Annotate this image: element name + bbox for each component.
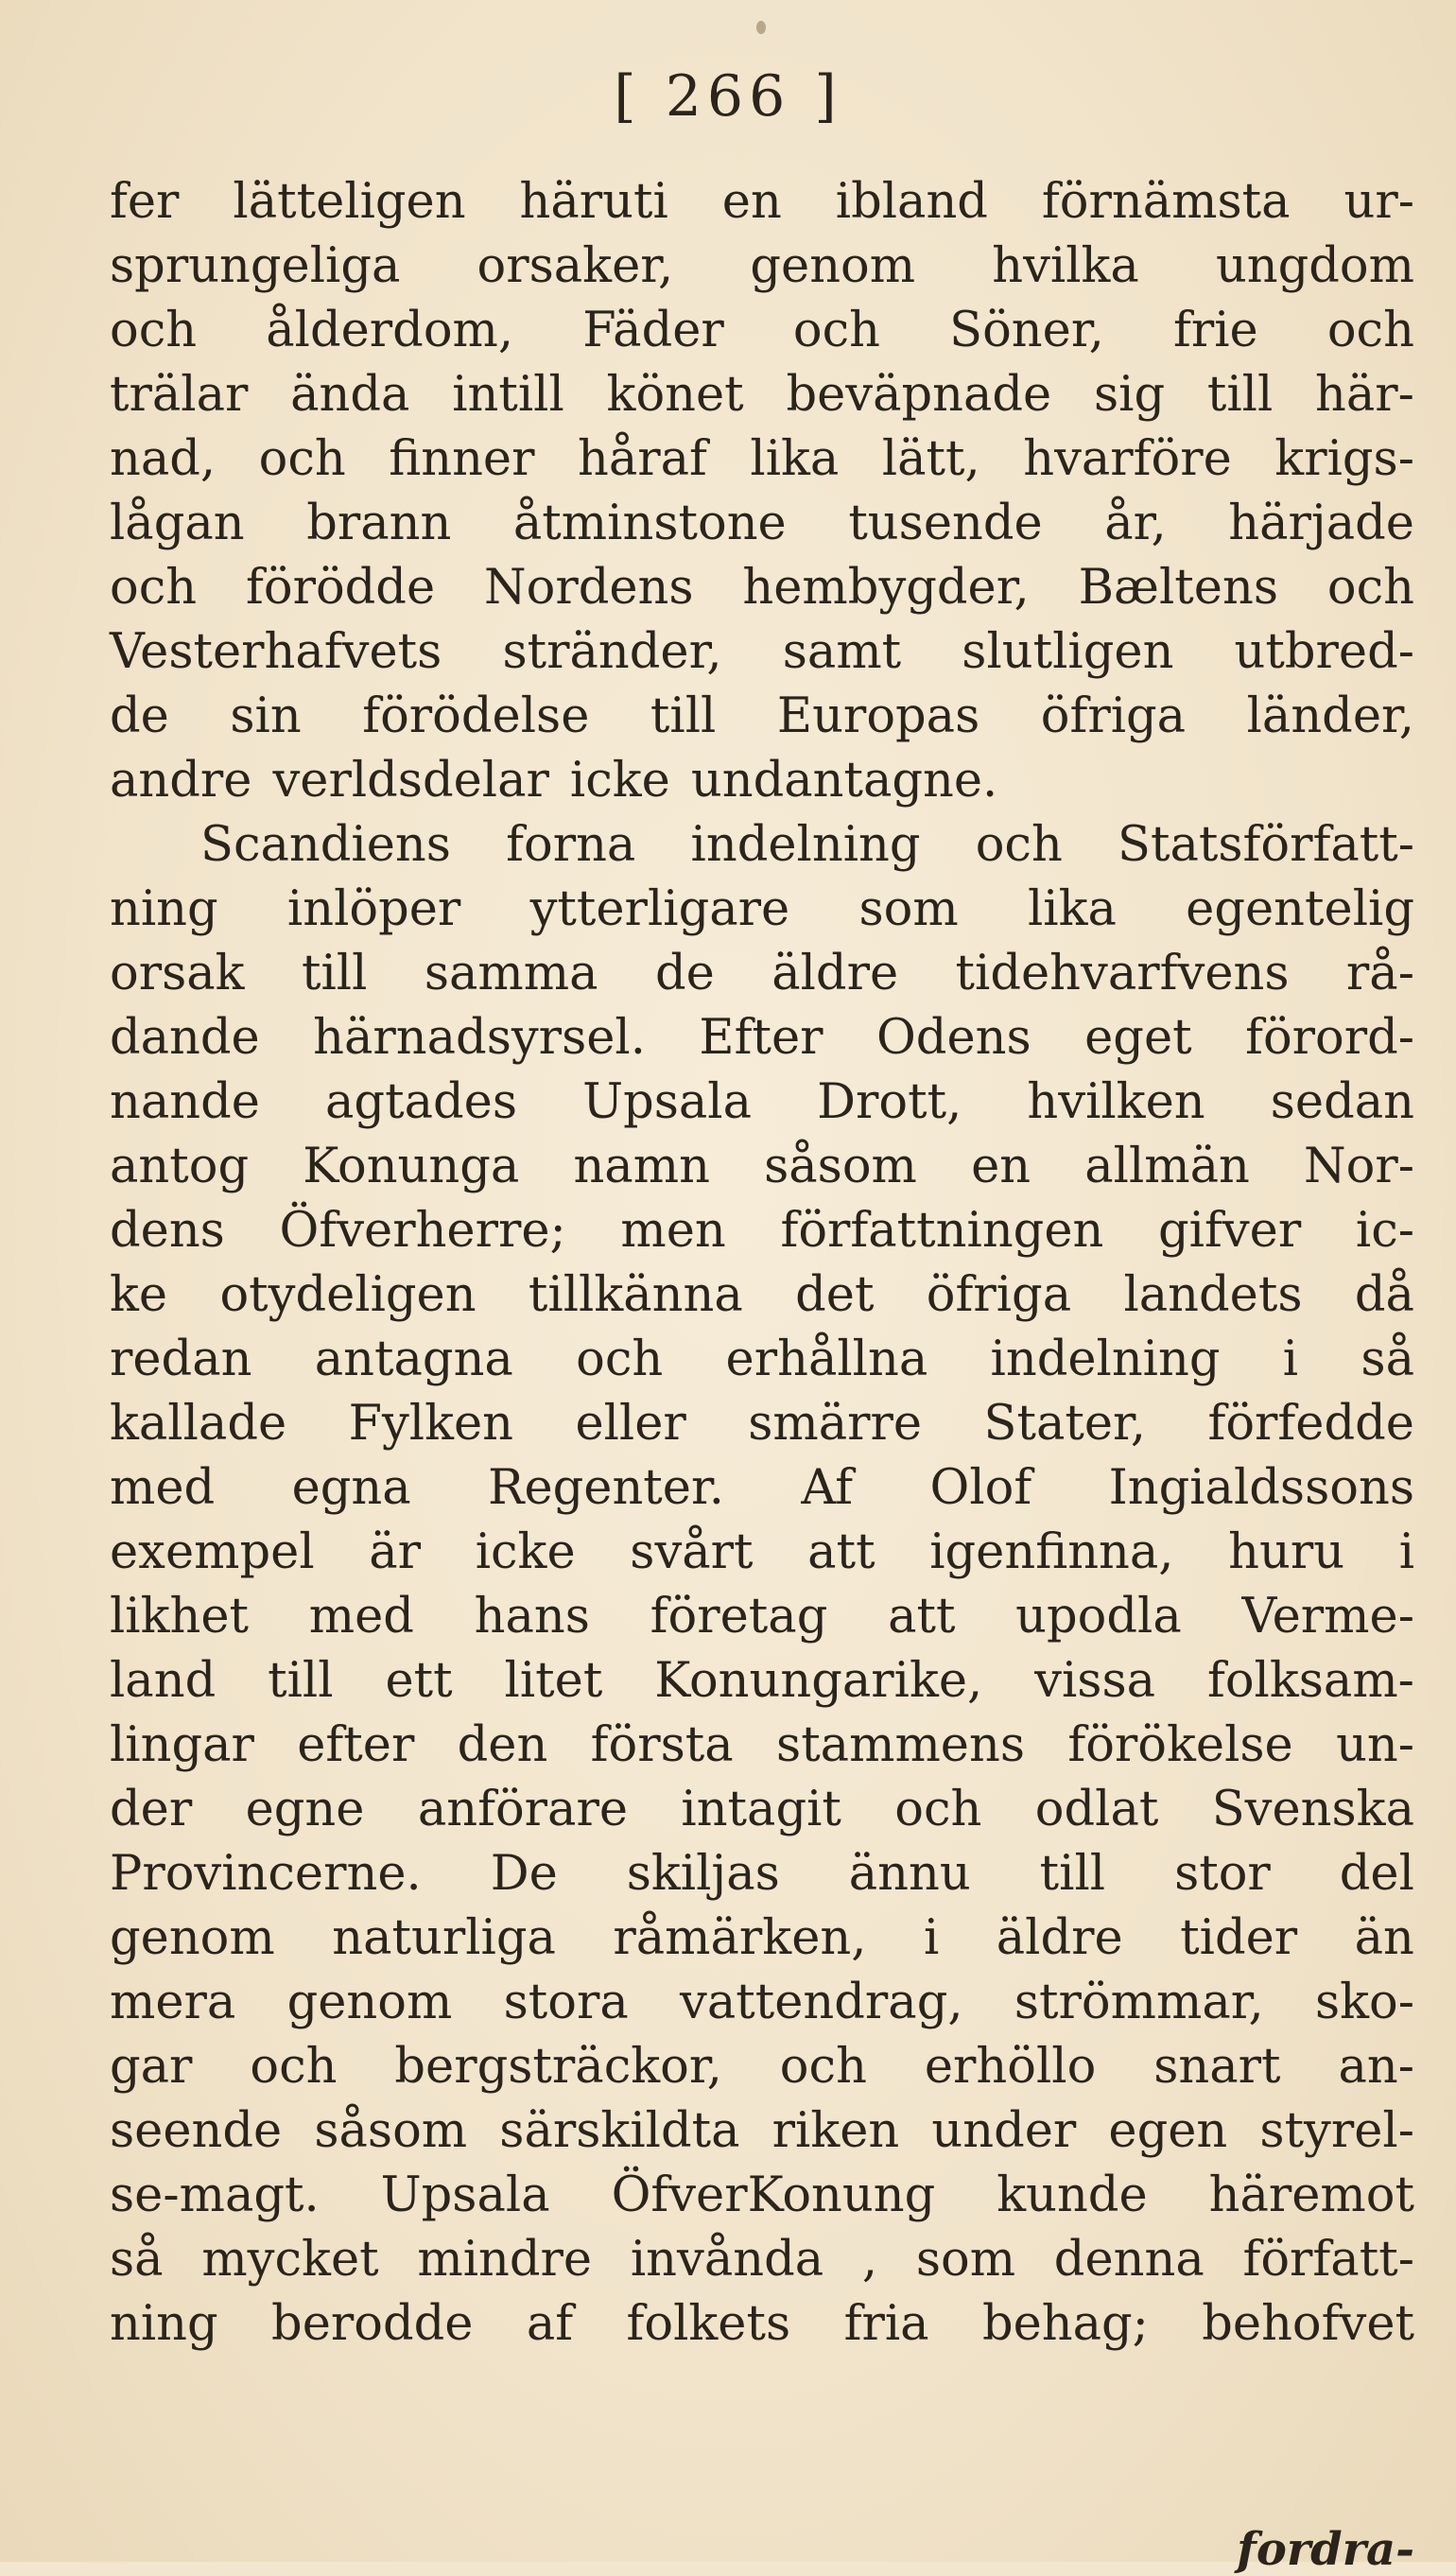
word: otydeligen [219,1267,477,1323]
text-line [110,1521,1414,1585]
word: ibland [835,174,988,230]
word: ur- [1343,174,1414,230]
word: och [110,303,198,358]
word: un- [1336,1717,1414,1773]
word: med [308,1589,414,1645]
word: som [858,881,959,937]
word: del [1339,1846,1414,1902]
word: gifver [1158,1203,1302,1259]
word: svårt [630,1524,754,1580]
word: , [861,2232,878,2288]
word: egne [245,1782,365,1837]
word: de [654,946,715,1001]
word: Regenter. [488,1460,724,1516]
word: krigs- [1274,431,1414,487]
word: så [110,2232,164,2288]
word: Scandiens [200,817,451,873]
word: ålderdom, [266,303,514,358]
word: indelning [990,1332,1221,1387]
text-line [110,2035,1414,2099]
word: förord- [1245,1010,1414,1066]
word: härnadsyrsel. [313,1010,646,1066]
word: De [490,1846,558,1902]
text-line [110,2292,1414,2357]
word: Statsförfatt- [1118,817,1414,873]
word: forna [506,817,636,873]
word: rå- [1345,946,1414,1001]
word: lågan [110,496,245,551]
word: äldre [771,946,899,1001]
word: Öfverherre; [279,1203,566,1259]
word: och [779,2039,867,2095]
text-line [110,492,1414,556]
word: folkets [626,2296,791,2352]
word: nande [110,1074,260,1130]
text-line [110,2164,1414,2228]
text-line [110,1649,1414,1714]
word: slutligen [962,624,1174,680]
word: egen [1108,2103,1228,2159]
text-body [110,170,1414,2357]
word: till [301,946,368,1001]
word: författningen [780,1203,1104,1259]
word: förökelse [1067,1717,1293,1773]
word: hans [474,1589,590,1645]
word: ning [110,881,218,937]
word: folksam- [1206,1653,1414,1709]
word: berodde [271,2296,474,2352]
word: att [888,1589,956,1645]
word: lingar [110,1717,254,1773]
word: intill [452,367,564,423]
word: sin [230,688,302,744]
word: såsom [764,1139,917,1194]
word: verldsdelar [272,753,549,809]
word: namn [573,1139,710,1194]
word: Ingialdssons [1108,1460,1414,1516]
word: mera [110,1975,236,2030]
text-line [110,749,1414,813]
word: mindre [417,2232,593,2288]
word: odlat [1034,1782,1159,1837]
word: stor [1174,1846,1271,1902]
word: ytterligare [529,881,790,937]
word: igenfinna, [929,1524,1174,1580]
word: seende [110,2103,283,2159]
word: Nor- [1304,1139,1414,1194]
word: med [110,1460,216,1516]
text-line [110,1456,1414,1521]
word: samt [782,624,902,680]
word: häruti [519,174,668,230]
word: och [1326,560,1414,616]
text-line [110,878,1414,942]
word: stränder, [502,624,722,680]
text-line [110,1585,1414,1649]
word: ke [110,1267,168,1323]
word: likhet [110,1589,250,1645]
word: behag; [981,2296,1149,2352]
word: trälar [110,367,249,423]
text-line [110,1263,1414,1328]
text-line [110,2099,1414,2164]
word: som [915,2232,1016,2288]
text-line [110,1135,1414,1199]
word: land [110,1653,217,1709]
word: erhållna [725,1332,928,1387]
word: Drott, [817,1074,962,1130]
word: och [576,1332,664,1387]
text-line [110,1714,1414,1778]
text-line [110,235,1414,299]
word: redan [110,1332,252,1387]
text-line [110,1199,1414,1263]
word: under [931,2103,1077,2159]
word: sedan [1270,1074,1414,1130]
word: agtades [325,1074,517,1130]
word: då [1354,1267,1414,1323]
word: härjade [1228,496,1414,551]
word: Af [801,1460,854,1516]
word: och [110,560,198,616]
word: upodla [1015,1589,1182,1645]
word: Fäder [582,303,724,358]
word: genom [286,1975,453,2030]
page-number: [ 266 ] [614,63,842,130]
word: ic- [1355,1203,1414,1259]
word: här- [1315,367,1414,423]
word: inlöper [286,881,461,937]
word: Söner, [949,303,1104,358]
word: år, [1104,496,1167,551]
text-line [110,813,1414,878]
word: lätt, [881,431,980,487]
word: lätteligen [233,174,466,230]
word: indelning [690,817,921,873]
word: ning [110,2296,218,2352]
word: förfedde [1207,1396,1414,1452]
word: dande [110,1010,260,1066]
word: dens [110,1203,225,1259]
text-line [110,1906,1414,1971]
word: första [590,1717,734,1773]
text-line [110,170,1414,235]
word: öfriga [926,1267,1072,1323]
word: till [268,1653,334,1709]
word: hembygder, [742,560,1030,616]
text-line [110,2228,1414,2292]
word: och [792,303,881,358]
word: utbred- [1234,624,1414,680]
word: hvilka [992,238,1139,294]
word: Konunga [303,1139,520,1194]
word: lika [750,431,840,487]
word: och [975,817,1063,873]
word: mycket [201,2232,379,2288]
word: fria [843,2296,929,2352]
word: Bæltens [1078,560,1278,616]
text-line [110,1842,1414,1906]
word: antagna [314,1332,513,1387]
word: gar [110,2039,193,2095]
word: Europas [776,688,980,744]
word: Upsala [380,2167,550,2223]
word: och [250,2039,338,2095]
word: eget [1084,1010,1192,1066]
word: Olof [929,1460,1032,1516]
word: så [1361,1332,1414,1387]
word: särskildta [499,2103,740,2159]
word: bergsträckor, [394,2039,722,2095]
word: råmärken, [613,1910,867,1966]
word: invånda [630,2232,824,2288]
word: stora [503,1975,629,2030]
word: allmän [1084,1139,1250,1194]
word: sko- [1314,1975,1414,2030]
word: könet [606,367,744,423]
word: Verme- [1241,1589,1414,1645]
word: litet [504,1653,603,1709]
word: det [795,1267,875,1323]
word: förnämsta [1041,174,1291,230]
text-line [110,1778,1414,1842]
word: denna [1053,2232,1205,2288]
text-line [110,556,1414,620]
word: håraf [577,431,707,487]
word: är [369,1524,422,1580]
text-line [110,1328,1414,1392]
word: sig [1093,367,1166,423]
word: i [1282,1332,1299,1387]
word: orsak [110,946,245,1001]
word: huru [1228,1524,1345,1580]
word: egna [291,1460,411,1516]
word: Vesterhafvets [110,624,442,680]
text-line [110,1006,1414,1070]
word: smärre [748,1396,923,1452]
word: samma [424,946,598,1001]
word: såsom [314,2103,468,2159]
word: tider [1180,1910,1298,1966]
word: länder, [1246,688,1414,744]
word: vissa [1034,1653,1156,1709]
word: vattendrag, [680,1975,963,2030]
word: hvilken [1027,1074,1205,1130]
word: och [258,431,346,487]
word: landets [1123,1267,1303,1323]
word: exempel [110,1524,315,1580]
word: kallade [110,1396,287,1452]
text-line [110,299,1414,363]
word: förödde [245,560,436,616]
word: Upsala [582,1074,753,1130]
word: häremot [1208,2167,1414,2223]
word: Provincerne. [110,1846,422,1902]
word: undantagne. [690,753,998,809]
word: orsaker, [477,238,674,294]
word: styrel- [1259,2103,1414,2159]
word: af [526,2296,574,2352]
word: äldre [996,1910,1123,1966]
word: icke [475,1524,576,1580]
word: nad, [110,431,217,487]
word: frie [1172,303,1258,358]
word: en [971,1139,1031,1194]
word: lika [1027,881,1117,937]
word: naturliga [332,1910,556,1966]
word: Konungarike, [654,1653,983,1709]
word: tillkänna [528,1267,743,1323]
word: efter [297,1717,415,1773]
text-line [110,363,1414,427]
word: genom [750,238,916,294]
word: men [620,1203,726,1259]
word: stammens [776,1717,1026,1773]
word: fer [110,174,180,230]
word: till [1039,1846,1106,1902]
text-line [110,685,1414,749]
word: behofvet [1202,2296,1414,2352]
word: andre [110,753,252,809]
catchword: fordra- [1237,2523,1414,2576]
word: företag [650,1589,828,1645]
word: beväpnade [786,367,1052,423]
word: anförare [417,1782,629,1837]
text-line [110,1971,1414,2035]
text-line [110,427,1414,492]
word: Odens [876,1010,1031,1066]
word: författ- [1242,2232,1414,2288]
word: ännu [848,1846,971,1902]
word: skiljas [626,1846,780,1902]
word: Svenska [1211,1782,1414,1837]
word: åtminstone [512,496,787,551]
word: genom [110,1910,275,1966]
word: kunde [997,2167,1148,2223]
word: egentelig [1186,881,1414,937]
text-line [110,1070,1414,1135]
word: Stater, [983,1396,1147,1452]
word: intagit [681,1782,841,1837]
text-line [110,1392,1414,1456]
word: ett [385,1653,453,1709]
word: en [721,174,782,230]
word: i [923,1910,940,1966]
word: än [1354,1910,1414,1966]
word: tidehvarfvens [955,946,1290,1001]
word: eller [575,1396,686,1452]
word: icke [569,753,670,809]
text-line [110,620,1414,685]
word: öfriga [1040,688,1187,744]
ink-speck [756,21,766,34]
word: förödelse [362,688,590,744]
word: antog [110,1139,250,1194]
word: tusende [848,496,1043,551]
word: hvarföre [1023,431,1232,487]
word: i [1398,1524,1414,1580]
word: finner [389,431,535,487]
word: Nordens [483,560,694,616]
word: snart [1153,2039,1281,2095]
word: riken [771,2103,900,2159]
word: de [110,688,169,744]
word: och [894,1782,982,1837]
word: brann [306,496,452,551]
word: erhöllo [924,2039,1097,2095]
word: an- [1338,2039,1414,2095]
word: och [1326,303,1414,358]
word: den [457,1717,548,1773]
word: ÖfverKonung [611,2167,936,2223]
word: Fylken [348,1396,514,1452]
word: ungdom [1215,238,1414,294]
word: der [110,1782,193,1837]
word: till [1206,367,1274,423]
text-line [110,942,1414,1006]
word: se-magt. [110,2167,320,2223]
word: Efter [699,1010,823,1066]
word: ända [290,367,410,423]
word: till [650,688,717,744]
word: sprungeliga [110,238,401,294]
word: att [807,1524,875,1580]
word: strömmar, [1014,1975,1264,2030]
